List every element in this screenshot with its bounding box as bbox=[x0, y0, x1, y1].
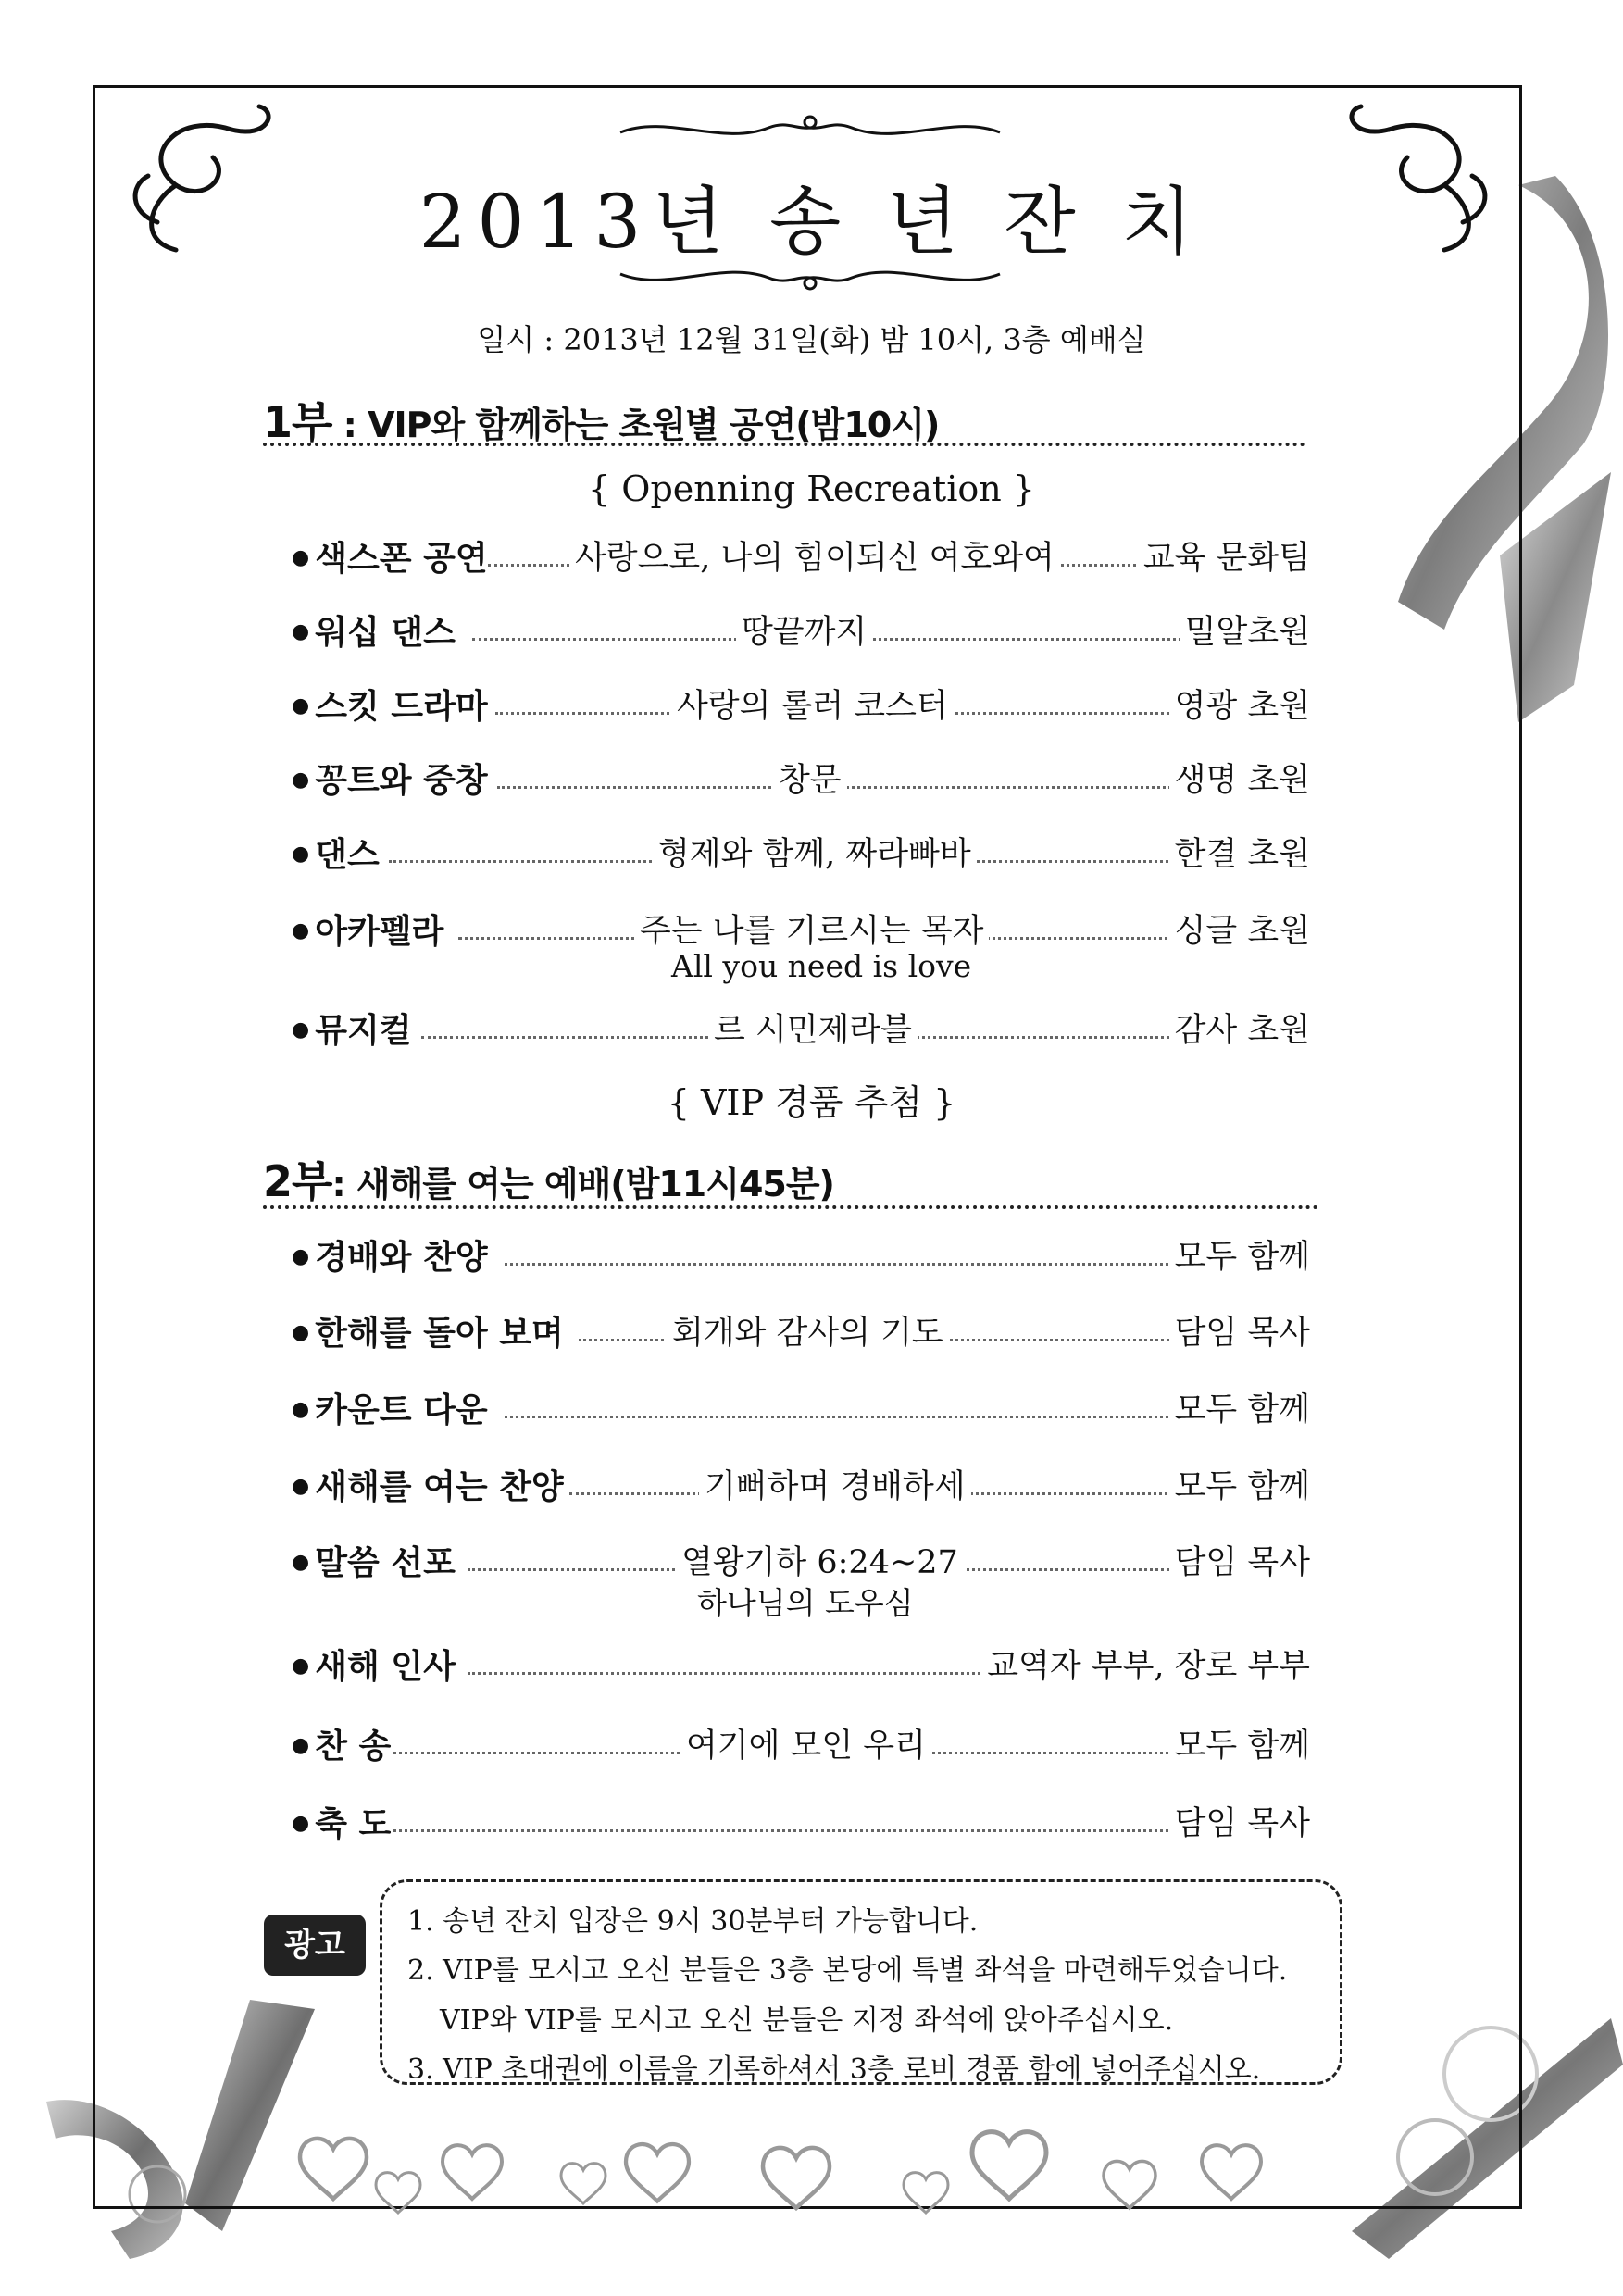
program-row bbox=[292, 755, 1310, 803]
notice-line: 1. 송년 잔치 입장은 9시 30분부터 가능합니다. bbox=[407, 1905, 979, 1938]
program-title: 르 시민제라블 bbox=[708, 1004, 918, 1051]
part1-heading bbox=[263, 389, 939, 450]
program-name: ● 새해를 여는 찬양 bbox=[292, 1461, 564, 1508]
program-title: 창문 bbox=[773, 755, 847, 801]
page-title: 2013년 송 년 잔 치 bbox=[418, 179, 1205, 265]
program-name: ● 새해 인사 bbox=[292, 1641, 456, 1688]
program-name: ● 카운트 다운 bbox=[292, 1384, 488, 1431]
part1-divider bbox=[263, 443, 1305, 446]
program-row bbox=[292, 1384, 1310, 1432]
hearts-decoration bbox=[278, 2111, 1342, 2250]
part1-number: 1부 bbox=[263, 397, 332, 447]
part2-heading bbox=[263, 1148, 834, 1209]
program-performer: 한결 초원 bbox=[1169, 829, 1310, 875]
program-subtitle: All you need is love bbox=[671, 948, 972, 984]
part2-number: 2부 bbox=[263, 1156, 332, 1206]
program-name: ● 경배와 찬양 bbox=[292, 1231, 488, 1279]
program-row bbox=[292, 1641, 1310, 1689]
program-performer: 감사 초원 bbox=[1169, 1004, 1310, 1051]
part2-divider bbox=[263, 1205, 1318, 1209]
program-name: ● 말씀 선포 bbox=[292, 1537, 456, 1584]
program-row bbox=[292, 532, 1310, 580]
program-performer: 모두 함께 bbox=[1169, 1231, 1310, 1278]
notice-line: 2. VIP를 모시고 오신 분들은 3층 본당에 특별 좌석을 마련해두었습니다. bbox=[407, 1954, 1288, 1987]
program-performer: 생명 초원 bbox=[1169, 755, 1310, 801]
program-title: 땅끝까지 bbox=[736, 606, 872, 653]
program-title: 회개와 감사의 기도 bbox=[667, 1307, 949, 1354]
program-performer: 교역자 부부, 장로 부부 bbox=[981, 1641, 1310, 1687]
program-performer: 싱글 초원 bbox=[1169, 905, 1310, 952]
program-title: 주는 나를 기르시는 목자 bbox=[634, 905, 989, 952]
event-datetime: 일시 : 2013년 12월 31일(화) 밤 10시, 3층 예배실 bbox=[477, 322, 1146, 357]
program-performer: 담임 목사 bbox=[1169, 1798, 1310, 1844]
program-performer: 교육 문화팀 bbox=[1138, 532, 1310, 579]
program-row bbox=[292, 1004, 1310, 1053]
program-row bbox=[292, 1798, 1310, 1846]
program-name: ● 색스폰 공연 bbox=[292, 532, 488, 580]
program-performer: 담임 목사 bbox=[1169, 1307, 1310, 1354]
program-row bbox=[292, 1720, 1310, 1768]
program-title: 기뻐하며 경배하세 bbox=[699, 1461, 971, 1507]
program-name: ● 아카펠라 bbox=[292, 905, 443, 953]
program-title: 여기에 모인 우리 bbox=[680, 1720, 931, 1766]
program-row bbox=[292, 1231, 1310, 1279]
program-name: ● 한해를 돌아 보며 bbox=[292, 1307, 564, 1354]
program-name: ● 꽁트와 중창 bbox=[292, 755, 488, 802]
program-title: 형제와 함께, 짜라빠바 bbox=[653, 829, 977, 875]
program-row bbox=[292, 1307, 1310, 1355]
title-ornament-bottom bbox=[611, 257, 1009, 296]
notice-label: 광고 bbox=[264, 1915, 366, 1976]
program-performer: 밀알초원 bbox=[1180, 606, 1310, 653]
program-row bbox=[292, 829, 1310, 877]
program-row bbox=[292, 1537, 1310, 1621]
program-title: 사랑의 롤러 코스터 bbox=[671, 680, 954, 727]
program-name: ● 뮤지컬 bbox=[292, 1004, 412, 1052]
part2-title: : 새해를 여는 예배(밤11시45분) bbox=[331, 1164, 834, 1204]
program-title: 사랑으로, 나의 힘이되신 여호와여 bbox=[569, 532, 1060, 579]
program-name: ● 축 도 bbox=[292, 1798, 391, 1845]
program-name: ● 찬 송 bbox=[292, 1720, 391, 1767]
title-ornament-top bbox=[611, 109, 1009, 148]
program-performer: 영광 초원 bbox=[1169, 680, 1310, 727]
program-row bbox=[292, 1461, 1310, 1509]
vip-draw-heading: { VIP 경품 추첨 } bbox=[667, 1082, 956, 1123]
notice-line: VIP와 VIP를 모시고 오신 분들은 지정 좌석에 앉아주십시오. bbox=[440, 2004, 1174, 2037]
program-name: ● 댄스 bbox=[292, 829, 380, 876]
part1-title: : VIP와 함께하는 초원별 공연(밤10시) bbox=[331, 405, 940, 445]
program-row bbox=[292, 680, 1310, 729]
program-row bbox=[292, 905, 1310, 984]
program-row bbox=[292, 606, 1310, 655]
program-subtitle: 하나님의 도우심 bbox=[697, 1585, 914, 1621]
program-performer: 모두 함께 bbox=[1169, 1384, 1310, 1430]
opening-recreation-heading: { Openning Recreation } bbox=[588, 468, 1035, 509]
program-performer: 담임 목사 bbox=[1169, 1537, 1310, 1583]
program-name: ● 워십 댄스 bbox=[292, 606, 456, 654]
program-name: ● 스킷 드라마 bbox=[292, 680, 488, 728]
program-title: 열왕기하 6:24~27 bbox=[676, 1537, 964, 1583]
program-performer: 모두 함께 bbox=[1169, 1461, 1310, 1507]
notice-line: 3. VIP 초대권에 이름을 기록하셔서 3층 로비 경품 함에 넣어주십시오. bbox=[407, 2053, 1261, 2086]
program-performer: 모두 함께 bbox=[1169, 1720, 1310, 1766]
